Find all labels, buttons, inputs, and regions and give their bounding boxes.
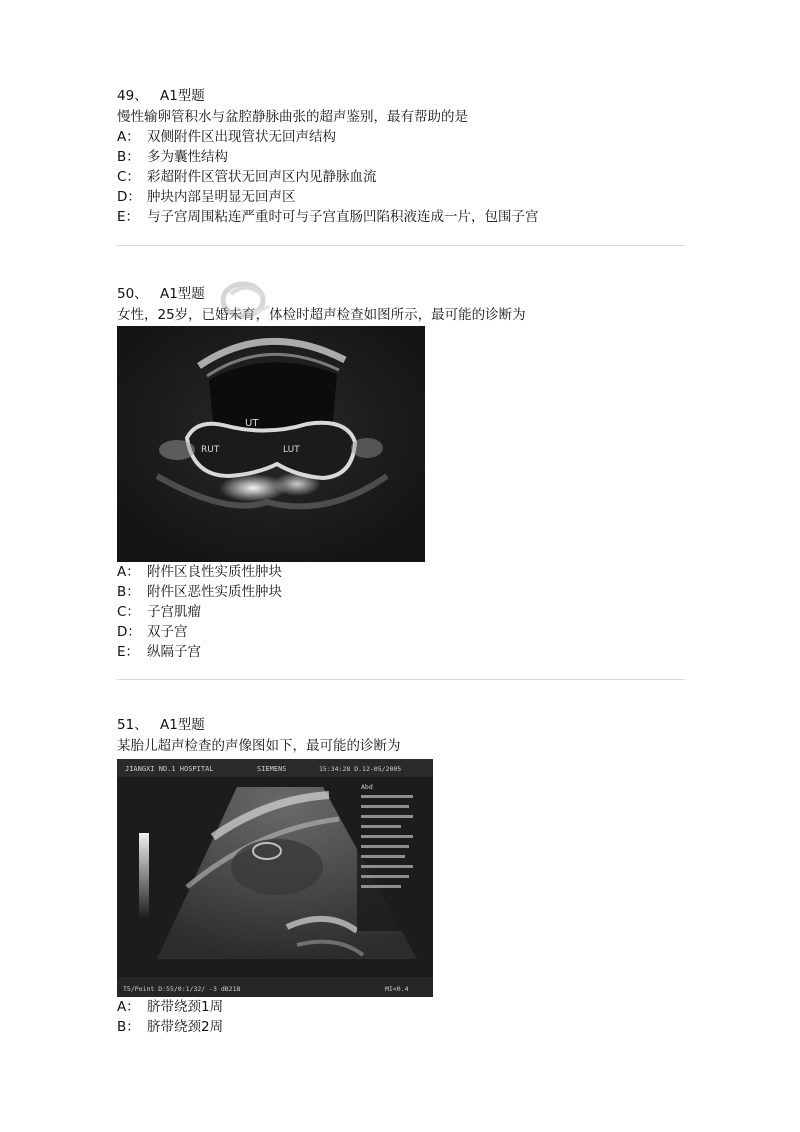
question-stem: 女性，25岁，已婚未育，体检时超声检查如图所示，最可能的诊断为 [117, 307, 526, 323]
ultrasound-image-fetal [117, 759, 433, 997]
label-rut: RUT [201, 445, 220, 455]
option-a[interactable] [117, 127, 685, 147]
question-type: A1型题 [159, 717, 205, 733]
question-stem: 某胎儿超声检查的声像图如下，最可能的诊断为 [117, 738, 401, 754]
option-text: 脐带绕颈2周 [147, 1019, 224, 1035]
question-separator: 、 [134, 88, 148, 104]
question-header [117, 86, 685, 106]
option-letter: B： [117, 149, 140, 165]
label-lut: LUT [283, 445, 300, 455]
option-d[interactable] [117, 187, 685, 207]
option-letter: B： [117, 584, 140, 600]
question-separator: 、 [134, 717, 148, 733]
question-49 [117, 86, 685, 246]
question-type: A1型题 [159, 286, 205, 302]
label-datetime: 15:34:28 D.12-05/2005 [319, 765, 402, 773]
question-51 [117, 715, 685, 1037]
ultrasound-image-uterus [117, 326, 425, 562]
question-type: A1型题 [159, 88, 205, 104]
option-text: 子宫肌瘤 [147, 604, 201, 620]
label-footer-left: T5/Point D:55/0:1/32/ -3 dB218 [123, 985, 241, 993]
question-stem: 慢性输卵管积水与盆腔静脉曲张的超声鉴别，最有帮助的是 [117, 109, 468, 125]
option-text: 彩超附件区管状无回声区内见静脉血流 [147, 169, 377, 185]
option-letter: D： [117, 624, 141, 640]
option-letter: A： [117, 999, 140, 1015]
label-brand: SIEMENS [257, 765, 287, 773]
question-number: 49 [117, 88, 135, 104]
question-separator: 、 [134, 286, 148, 302]
question-number: 51 [117, 717, 135, 733]
option-text: 肿块内部呈明显无回声区 [147, 189, 296, 205]
option-text: 双侧附件区出现管状无回声结构 [147, 129, 336, 145]
label-hospital: JIANGXI NO.1 HOSPITAL [125, 765, 214, 773]
exam-page [117, 86, 685, 1037]
option-b[interactable] [117, 1017, 685, 1037]
watermark-logo [217, 278, 279, 322]
question-number: 50 [117, 286, 135, 302]
option-letter: B： [117, 1019, 140, 1035]
option-letter: A： [117, 129, 140, 145]
option-text: 双子宫 [147, 624, 188, 640]
option-text: 脐带绕颈1周 [147, 999, 224, 1015]
option-letter: C： [117, 604, 140, 620]
question-header [117, 284, 685, 304]
option-letter: E： [117, 209, 140, 225]
label-footer-right: MI<0.4 [385, 985, 409, 993]
option-text: 多为囊性结构 [147, 149, 228, 165]
option-text: 附件区恶性实质性肿块 [147, 584, 282, 600]
question-50 [117, 284, 685, 680]
option-text: 附件区良性实质性肿块 [147, 564, 282, 580]
label-side-panel: Abd [361, 783, 373, 791]
label-ut: UT [245, 418, 259, 429]
option-c[interactable] [117, 167, 685, 187]
option-letter: E： [117, 644, 140, 660]
option-e[interactable] [117, 207, 685, 227]
option-a[interactable] [117, 562, 685, 582]
option-text: 与子宫周围粘连严重时可与子宫直肠凹陷积液连成一片，包围子宫 [147, 209, 539, 225]
option-a[interactable] [117, 997, 685, 1017]
option-d[interactable] [117, 622, 685, 642]
option-text: 纵隔子宫 [147, 644, 201, 660]
option-b[interactable] [117, 147, 685, 167]
option-letter: D： [117, 189, 141, 205]
question-divider [117, 245, 685, 246]
option-b[interactable] [117, 582, 685, 602]
question-divider [117, 679, 685, 680]
option-e[interactable] [117, 642, 685, 662]
question-header [117, 715, 685, 735]
option-letter: A： [117, 564, 140, 580]
option-letter: C： [117, 169, 140, 185]
option-c[interactable] [117, 602, 685, 622]
